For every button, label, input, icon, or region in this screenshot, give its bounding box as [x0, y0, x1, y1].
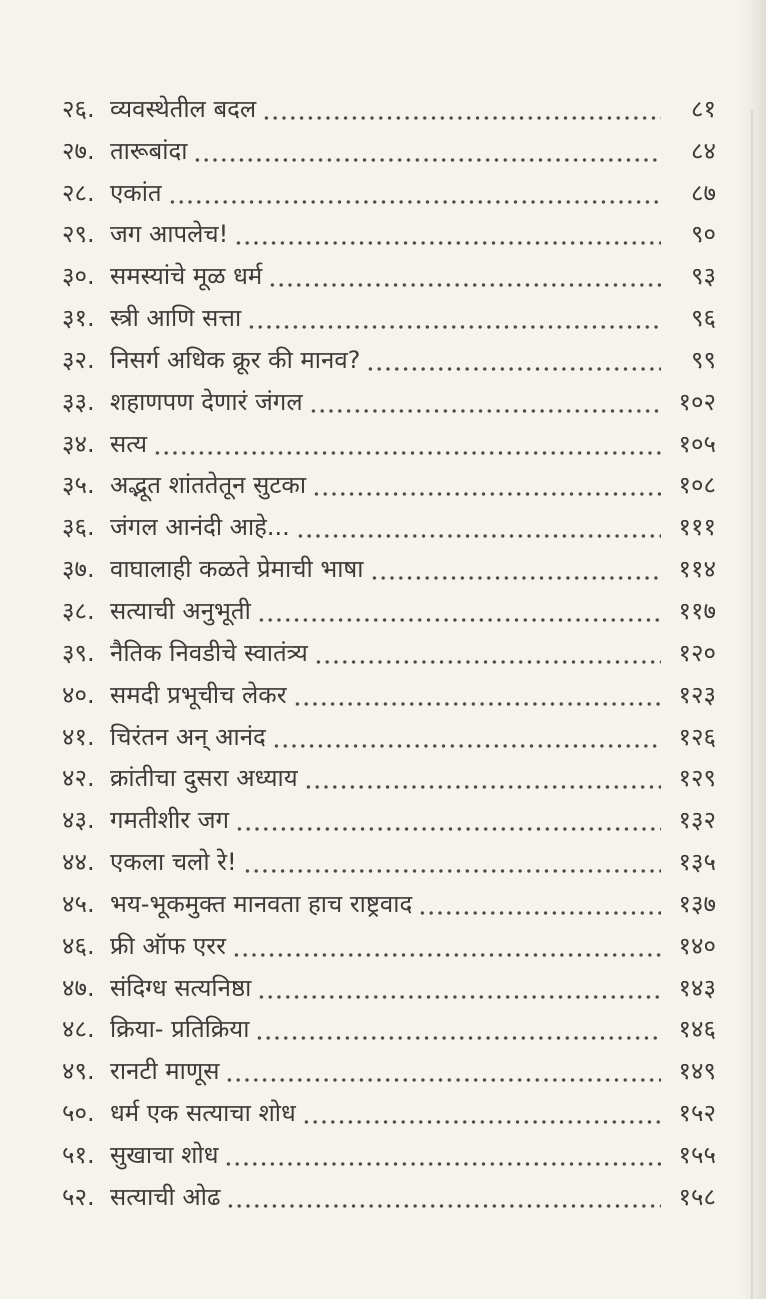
chapter-number: ४१. — [62, 722, 95, 751]
chapter-title: वाघालाही कळते प्रेमाची भाषा — [110, 555, 364, 584]
dot-leader — [230, 927, 661, 965]
page-number: ९३ — [691, 262, 716, 291]
chapter-number: ४५. — [62, 889, 95, 918]
toc-entry — [62, 923, 716, 965]
toc-entry — [62, 546, 716, 588]
toc-entry — [62, 170, 716, 212]
toc-entry — [62, 128, 716, 170]
dot-leader — [300, 1094, 661, 1132]
page-number: १२९ — [678, 764, 716, 793]
chapter-number: ४०. — [62, 680, 95, 709]
page-number: १२३ — [678, 680, 716, 709]
toc-entry — [62, 337, 716, 379]
page-number: ८४ — [691, 136, 716, 165]
chapter-number: ३७. — [62, 555, 95, 584]
chapter-title: सुखाचा शोध — [110, 1140, 219, 1169]
toc-entry — [62, 1048, 716, 1090]
chapter-number: ३८. — [62, 596, 95, 625]
dot-leader — [266, 257, 661, 295]
chapter-number: ३५. — [62, 471, 95, 500]
toc-entry — [62, 1132, 716, 1174]
chapter-title: व्यवस्थेतील बदल — [110, 94, 257, 123]
dot-leader — [151, 425, 661, 463]
page-number: १३२ — [678, 806, 716, 835]
dot-leader — [270, 718, 661, 756]
page-number: १०८ — [678, 471, 716, 500]
toc-entry — [62, 86, 716, 128]
toc-entry — [62, 630, 716, 672]
dot-leader — [222, 1136, 661, 1174]
toc-entry — [62, 881, 716, 923]
chapter-title: क्रिया- प्रतिक्रिया — [110, 1015, 250, 1044]
toc-entry — [62, 253, 716, 295]
page-number: १४९ — [678, 1057, 716, 1086]
chapter-number: ३१. — [62, 304, 95, 333]
page-number: १३५ — [678, 848, 716, 877]
chapter-number: २९. — [62, 220, 95, 249]
chapter-title: समस्यांचे मूळ धर्म — [110, 262, 263, 291]
dot-leader — [312, 634, 661, 672]
page-number: १०२ — [678, 387, 716, 416]
chapter-title: भय-भूकमुक्त मानवता हाच राष्ट्रवाद — [110, 889, 413, 918]
chapter-title: क्रांतीचा दुसरा अध्याय — [110, 764, 298, 793]
chapter-number: २६. — [62, 94, 95, 123]
page-number: ९९ — [691, 345, 716, 374]
dot-leader — [191, 132, 661, 170]
chapter-number: ४९. — [62, 1057, 95, 1086]
dot-leader — [255, 969, 661, 1007]
page-number: ११४ — [678, 555, 716, 584]
dot-leader — [416, 885, 661, 923]
chapter-title: एकला चलो रे! — [110, 848, 237, 877]
chapter-number: ४४. — [62, 848, 95, 877]
toc-entry — [62, 212, 716, 254]
page-number: ९६ — [691, 304, 716, 333]
dot-leader — [368, 550, 661, 588]
toc-entry — [62, 1174, 716, 1216]
dot-leader — [224, 1178, 661, 1216]
page-number: ११७ — [678, 596, 716, 625]
toc-entry — [62, 504, 716, 546]
chapter-title: एकांत — [110, 178, 162, 207]
toc-entry — [62, 756, 716, 798]
toc-entry — [62, 797, 716, 839]
chapter-number: ३६. — [62, 513, 95, 542]
dot-leader — [310, 466, 661, 504]
table-of-contents — [0, 86, 766, 1216]
chapter-title: फ्री ऑफ एरर — [110, 931, 226, 960]
dot-leader — [232, 215, 661, 253]
page-number: ८७ — [691, 178, 716, 207]
chapter-number: ४८. — [62, 1015, 95, 1044]
chapter-title: धर्म एक सत्याचा शोध — [110, 1099, 296, 1128]
page-number: १५८ — [678, 1182, 716, 1211]
chapter-number: ३९. — [62, 638, 95, 667]
chapter-title: नैतिक निवडीचे स्वातंत्र्य — [110, 638, 308, 667]
chapter-number: २८. — [62, 178, 95, 207]
toc-entry — [62, 463, 716, 505]
dot-leader — [223, 1052, 661, 1090]
chapter-title: सत्य — [110, 429, 148, 458]
chapter-title: तारूबांदा — [110, 136, 188, 165]
chapter-number: ५०. — [62, 1099, 95, 1128]
dot-leader — [255, 592, 661, 630]
chapter-number: ४७. — [62, 973, 95, 1002]
toc-entry — [62, 588, 716, 630]
dot-leader — [166, 174, 661, 212]
page-number: ९० — [691, 220, 716, 249]
dot-leader — [307, 383, 661, 421]
chapter-title: समदी प्रभूचीच लेकर — [110, 680, 287, 709]
dot-leader — [245, 299, 661, 337]
chapter-number: २७. — [62, 136, 95, 165]
chapter-title: गमतीशीर जग — [110, 806, 230, 835]
chapter-title: रानटी माणूस — [110, 1057, 220, 1086]
chapter-number: ५१. — [62, 1140, 95, 1169]
dot-leader — [253, 1010, 661, 1048]
page-number: १४६ — [678, 1015, 716, 1044]
chapter-number: ४६. — [62, 931, 95, 960]
chapter-number: ४३. — [62, 806, 95, 835]
chapter-number: ३२. — [62, 345, 95, 374]
dot-leader — [364, 341, 661, 379]
chapter-title: निसर्ग अधिक क्रूर की मानव? — [110, 345, 361, 374]
page-number: १२६ — [678, 722, 716, 751]
chapter-title: सत्याची ओढ — [110, 1182, 221, 1211]
page-number: १३७ — [678, 889, 716, 918]
dot-leader — [233, 801, 661, 839]
chapter-number: ५२. — [62, 1182, 95, 1211]
toc-entry — [62, 965, 716, 1007]
chapter-title: शहाणपण देणारं जंगल — [110, 387, 303, 416]
toc-entry — [62, 714, 716, 756]
page-number: १५५ — [678, 1140, 716, 1169]
page-number: १०५ — [678, 429, 716, 458]
chapter-number: ४२. — [62, 764, 95, 793]
chapter-title: अद्भूत शांततेतून सुटका — [110, 471, 307, 500]
chapter-number: ३०. — [62, 262, 95, 291]
toc-entry — [62, 1007, 716, 1049]
toc-entry — [62, 379, 716, 421]
page-number: ८१ — [691, 94, 716, 123]
page-number: १४० — [678, 931, 716, 960]
toc-entry — [62, 421, 716, 463]
toc-entry — [62, 839, 716, 881]
chapter-title: चिरंतन अन् आनंद — [110, 722, 266, 751]
dot-leader — [294, 508, 661, 546]
chapter-title: संदिग्ध सत्यनिष्ठा — [110, 973, 252, 1002]
chapter-title: स्त्री आणि सत्ता — [110, 304, 242, 333]
chapter-number: ३३. — [62, 387, 95, 416]
chapter-title: जग आपलेच! — [110, 220, 229, 249]
dot-leader — [302, 759, 661, 797]
dot-leader — [291, 676, 661, 714]
page-number: १११ — [678, 513, 716, 542]
dot-leader — [260, 90, 661, 128]
chapter-title: जंगल आनंदी आहे... — [110, 513, 290, 542]
dot-leader — [241, 843, 661, 881]
page-number: १२० — [678, 638, 716, 667]
chapter-title: सत्याची अनुभूती — [110, 596, 251, 625]
page-number: १४३ — [678, 973, 716, 1002]
toc-entry — [62, 1090, 716, 1132]
toc-entry — [62, 672, 716, 714]
page-number: १५२ — [678, 1099, 716, 1128]
toc-entry — [62, 295, 716, 337]
chapter-number: ३४. — [62, 429, 95, 458]
